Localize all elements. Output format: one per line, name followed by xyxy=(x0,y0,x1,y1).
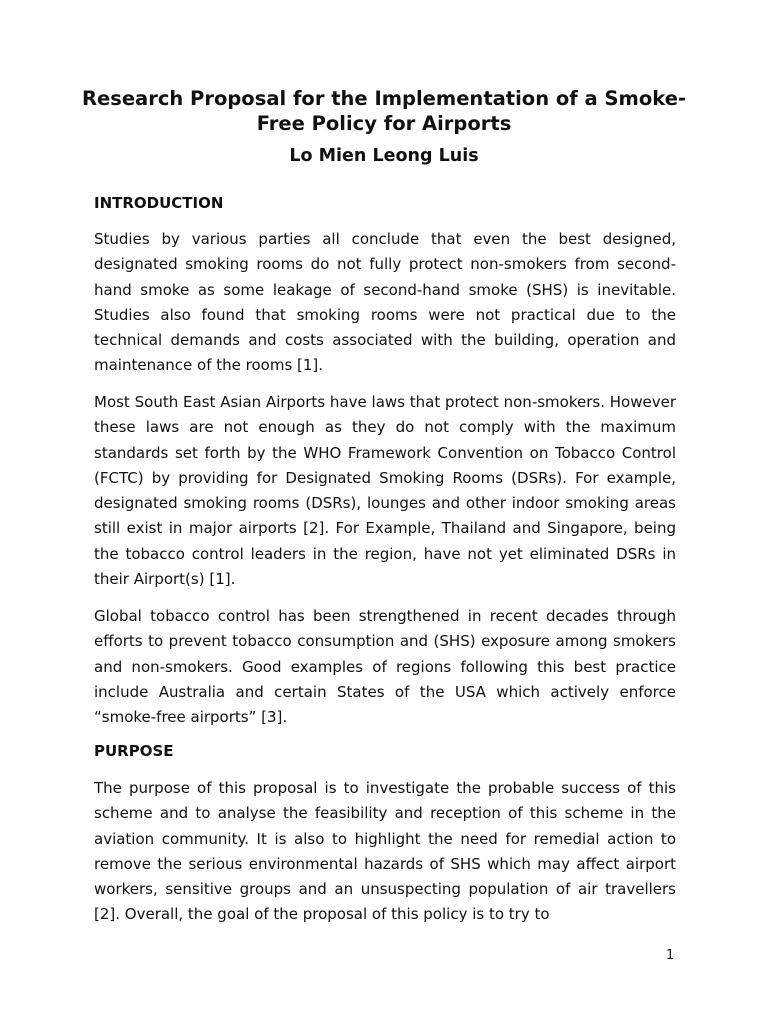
paragraph: Most South East Asian Airports have laws that protect non-smokers. However these laws are not enough as they do not comply with the maximum standards set forth by the WHO Framework Convention on Tobacco Control (FCTC) by providing for Designated Smoking Rooms (DSRs). For example, designated smoking rooms (DSRs), lounges and other indoor smoking areas still exist in major airports [2]. For Example, Thailand and Singapore, being the tobacco control leaders in the region, have not yet eliminated DSRs in their Airport(s) [1]. xyxy=(94,393,676,589)
paragraph: The purpose of this proposal is to investigate the probable success of this scheme and to analyse the feasibility and reception of this scheme in the aviation community. It is also to highlight the need for remedial action to remove the serious environmental hazards of SHS which may affect airport workers, sensitive groups and an unsuspecting population of air travellers [2]. Overall, the goal of the proposal of this policy is to try to xyxy=(94,779,676,924)
page-number: 1 xyxy=(666,948,675,963)
author-name: Lo Mien Leong Luis xyxy=(289,146,479,166)
paragraph: Studies by various parties all conclude that even the best designed, designated smoking rooms do not fully protect non-smokers from second-hand smoke as some leakage of second-hand smoke (SHS) is inevitable. Studies also found that smoking rooms were not practical due to the technical demands and costs associated with the building, operation and maintenance of the rooms [1]. xyxy=(94,230,676,375)
document-title: Research Proposal for the Implementation of a Smoke-Free Policy for Airports xyxy=(81,87,687,135)
section-heading-introduction: INTRODUCTION xyxy=(94,194,224,212)
section-heading-purpose: PURPOSE xyxy=(94,742,174,760)
paragraph: Global tobacco control has been strengthened in recent decades through efforts to prevent tobacco consumption and (SHS) exposure among smokers and non-smokers. Good examples of regions following this best practice include Australia and certain States of the USA which actively enforce “smoke-free airports” [3]. xyxy=(94,607,676,727)
